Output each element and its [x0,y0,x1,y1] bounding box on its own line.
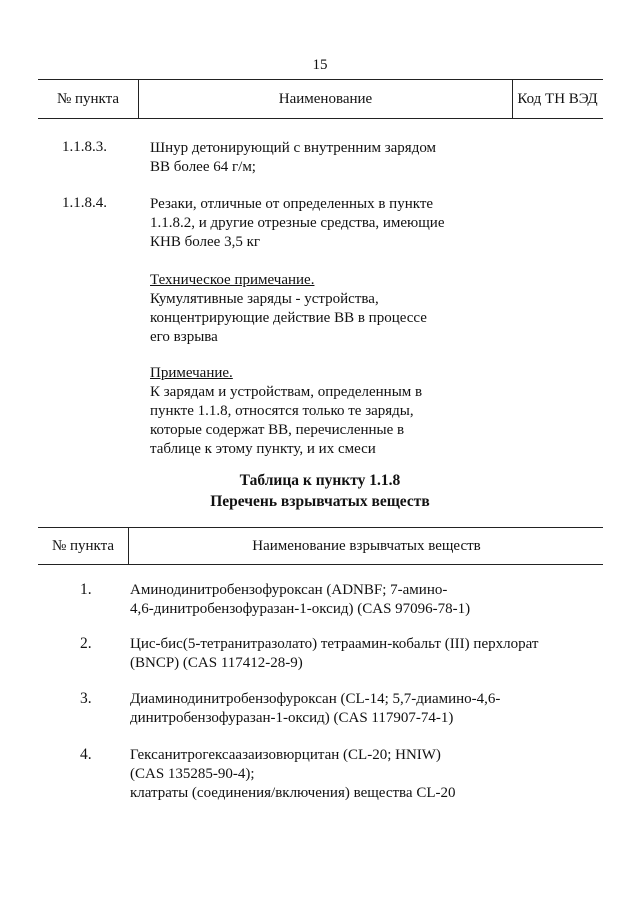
text-line: (BNCP) (CAS 117412-28-9) [130,655,303,671]
text-line: (CAS 135285-90-4); [130,766,255,782]
header-item-number: № пункта [51,538,115,554]
text-line: динитробензофуразан-1-оксид) (CAS 117907-74-1) [130,710,454,726]
header-name: Наименование [138,80,513,118]
item-number: 1.1.8.4. [62,195,107,211]
substance-number: 4. [80,746,92,763]
text-line: Гексанитрогексаазаизовюрцитан (CL-20; HNIW) [130,747,441,763]
text-line: пункте 1.1.8, относятся только те заряды, [150,403,414,419]
item-text [150,195,500,252]
item-number: 1.1.8.3. [62,139,107,155]
substance-text [130,581,580,619]
technical-note [150,271,500,347]
text-line: К зарядам и устройствам, определенным в [150,384,423,400]
table-title: Таблица к пункту 1.1.8 [239,472,401,489]
text-line: Шнур детонирующий с внутренним зарядом [150,140,437,156]
note [150,364,500,459]
text-line: концентрирующие действие ВВ в процессе [150,310,427,326]
table-header-substances [38,527,603,565]
text-line: Цис-бис(5-тетранитразолато) тетраамин-кобальт (III) перхлорат [130,636,539,652]
text-line: клатраты (соединения/включения) вещества CL-20 [130,785,456,801]
text-line: таблице к этому пункту, и их смеси [150,441,376,457]
item-text [150,139,500,177]
note-heading: Примечание. [150,365,233,381]
table-subtitle: Перечень взрывчатых веществ [210,493,430,510]
text-line: Кумулятивные заряды - устройства, [150,291,379,307]
header-code: Код ТН ВЭД [517,91,598,107]
substance-text [130,746,580,803]
text-line: Диаминодинитробензофуроксан (CL-14; 5,7-диамино-4,6- [130,691,501,707]
technical-note-heading: Техническое примечание. [150,272,315,288]
text-line: ВВ более 64 г/м; [150,159,256,175]
table-header-main [38,79,603,119]
substance-text [130,690,580,728]
substance-number: 3. [80,690,92,707]
header-item-number: № пункта [56,91,120,107]
text-line: 1.1.8.2, и другие отрезные средства, имеющие [150,215,445,231]
substance-text [130,635,580,673]
text-line: его взрыва [150,329,218,345]
text-line: которые содержат ВВ, перечисленные в [150,422,405,438]
header-substance-name: Наименование взрывчатых веществ [128,528,604,564]
text-line: Аминодинитробензофуроксан (ADNBF; 7-амино- [130,582,448,598]
text-line: КНВ более 3,5 кг [150,234,261,250]
text-line: Резаки, отличные от определенных в пункте [150,196,434,212]
text-line: 4,6-динитробензофуразан-1-оксид) (CAS 97096-78-1) [130,601,471,617]
substance-number: 1. [80,581,92,598]
substance-number: 2. [80,635,92,652]
page-number: 15 [312,57,328,73]
